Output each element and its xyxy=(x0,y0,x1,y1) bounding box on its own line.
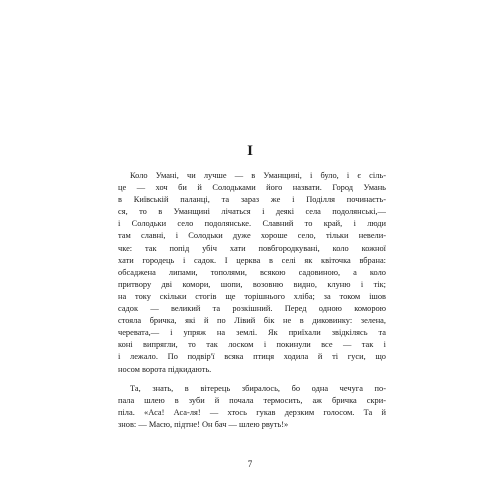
text-line: обсаджена липами, тополями, всякою садовиною, а коло xyxy=(118,267,386,277)
text-line: стояла бричка, які й по Лівий бік не в диковинку: зелена, xyxy=(118,316,386,326)
text-line: носом ворота підкидають. xyxy=(118,364,212,374)
text-line: піла. «Аса! Аса-ля! — хтось гукав дерзким голосом. Та й xyxy=(118,407,386,417)
text-line: хати городець і садок. І церква в селі як квіточка вбрана: xyxy=(118,255,386,265)
text-line: пала шлею в зуби й почала термосить, аж бричка скри- xyxy=(118,395,386,405)
text-line: і Солодьки село подолянське. Славний то край, і люди xyxy=(118,219,386,229)
page-number: 7 xyxy=(247,459,253,469)
text-line: на току скільки стогів ще торішнього хліба; за током ішов xyxy=(118,291,386,301)
text-line: садок — великий та розкішний. Перед одною коморою xyxy=(118,304,386,314)
text-line: чке: так попід убіч хати повбгородкувані, коло кожної xyxy=(118,243,386,253)
text-line: це — хоч би й Солодьками його назвати. Город Умань xyxy=(118,183,386,193)
body-text xyxy=(118,170,386,431)
text-line: в Київській паланці, та зараз же і Поділля починаєть- xyxy=(118,195,386,205)
text-line: ся, то в Уманщині лічаться і деякі села подолянські,— xyxy=(118,207,386,217)
text-line: знов: — Масю, підтне! Он бач — шлею рвуть!» xyxy=(118,419,289,429)
text-line: там славні, і Солодьки дуже хороше село, тільки невели- xyxy=(118,231,386,241)
text-line: Коло Умані, чи лучше — в Уманщині, і було, і є сіль- xyxy=(130,171,386,180)
text-line: і лежало. По подвір'ї всяка птиця ходила й ті гуси, що xyxy=(118,352,386,362)
chapter-number: I xyxy=(247,143,253,159)
text-line: притвору дві комори, шопи, возовню видно, клуню і тік; xyxy=(118,279,386,289)
text-line: Та, знать, в вітерець збиралось, бо одна чечуга по- xyxy=(130,383,386,393)
text-line: коні випрягли, то так лоском і покинули все — так і xyxy=(118,340,386,350)
paragraph-gap xyxy=(118,376,386,383)
text-line: черевата,— і упряж на землі. Як приїхали звідкілясь та xyxy=(118,328,386,338)
